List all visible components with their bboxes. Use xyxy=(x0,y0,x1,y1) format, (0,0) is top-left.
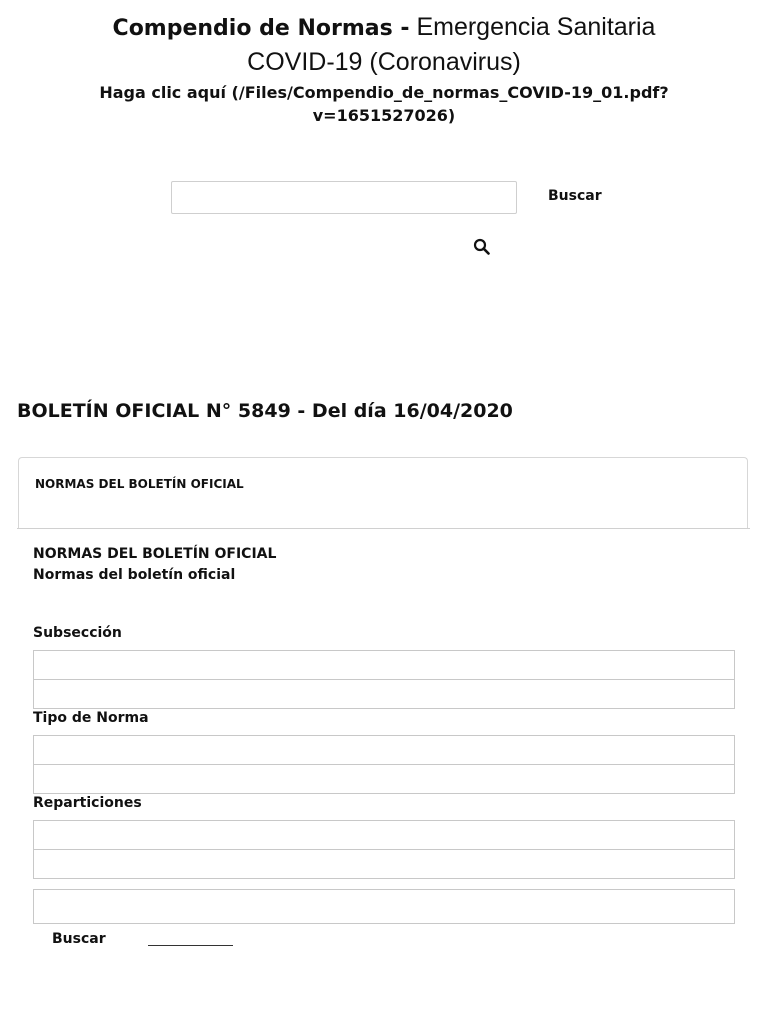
subseccion-field-2[interactable] xyxy=(33,679,735,709)
page-subtitle: COVID-19 (Coronavirus) xyxy=(247,48,521,76)
compendio-pdf-link-line1[interactable]: Haga clic aquí (/Files/Compendio_de_normas_COVID-19_01.pdf? xyxy=(99,83,669,102)
filters-heading: NORMAS DEL BOLETÍN OFICIAL xyxy=(33,546,277,562)
boletin-panel xyxy=(18,457,748,529)
panel-divider xyxy=(17,528,750,529)
tipo-norma-label: Tipo de Norma xyxy=(33,710,149,726)
search-button[interactable]: Buscar xyxy=(548,188,602,204)
subseccion-field[interactable] xyxy=(33,650,735,680)
tipo-norma-field[interactable] xyxy=(33,735,735,765)
subseccion-label: Subsección xyxy=(33,625,122,641)
filters-subheading: Normas del boletín oficial xyxy=(33,567,236,583)
keyword-field[interactable] xyxy=(33,889,735,924)
search-icon[interactable] xyxy=(473,238,491,256)
underline-link[interactable] xyxy=(148,945,233,946)
boletin-title: BOLETÍN OFICIAL N° 5849 - Del día 16/04/2020 xyxy=(17,400,513,422)
reparticiones-field[interactable] xyxy=(33,820,735,850)
compendio-pdf-link-line2[interactable]: v=1651527026) xyxy=(312,106,456,125)
page-title xyxy=(0,12,768,44)
tipo-norma-field-2[interactable] xyxy=(33,764,735,794)
page-title-bold: Compendio de Normas - xyxy=(112,16,410,41)
filters-search-button[interactable]: Buscar xyxy=(52,931,106,947)
reparticiones-label: Reparticiones xyxy=(33,795,142,811)
search-input[interactable] xyxy=(171,181,517,214)
panel-title: NORMAS DEL BOLETÍN OFICIAL xyxy=(35,477,244,491)
page-title-rest: Emergencia Sanitaria xyxy=(416,13,656,41)
reparticiones-field-2[interactable] xyxy=(33,849,735,879)
